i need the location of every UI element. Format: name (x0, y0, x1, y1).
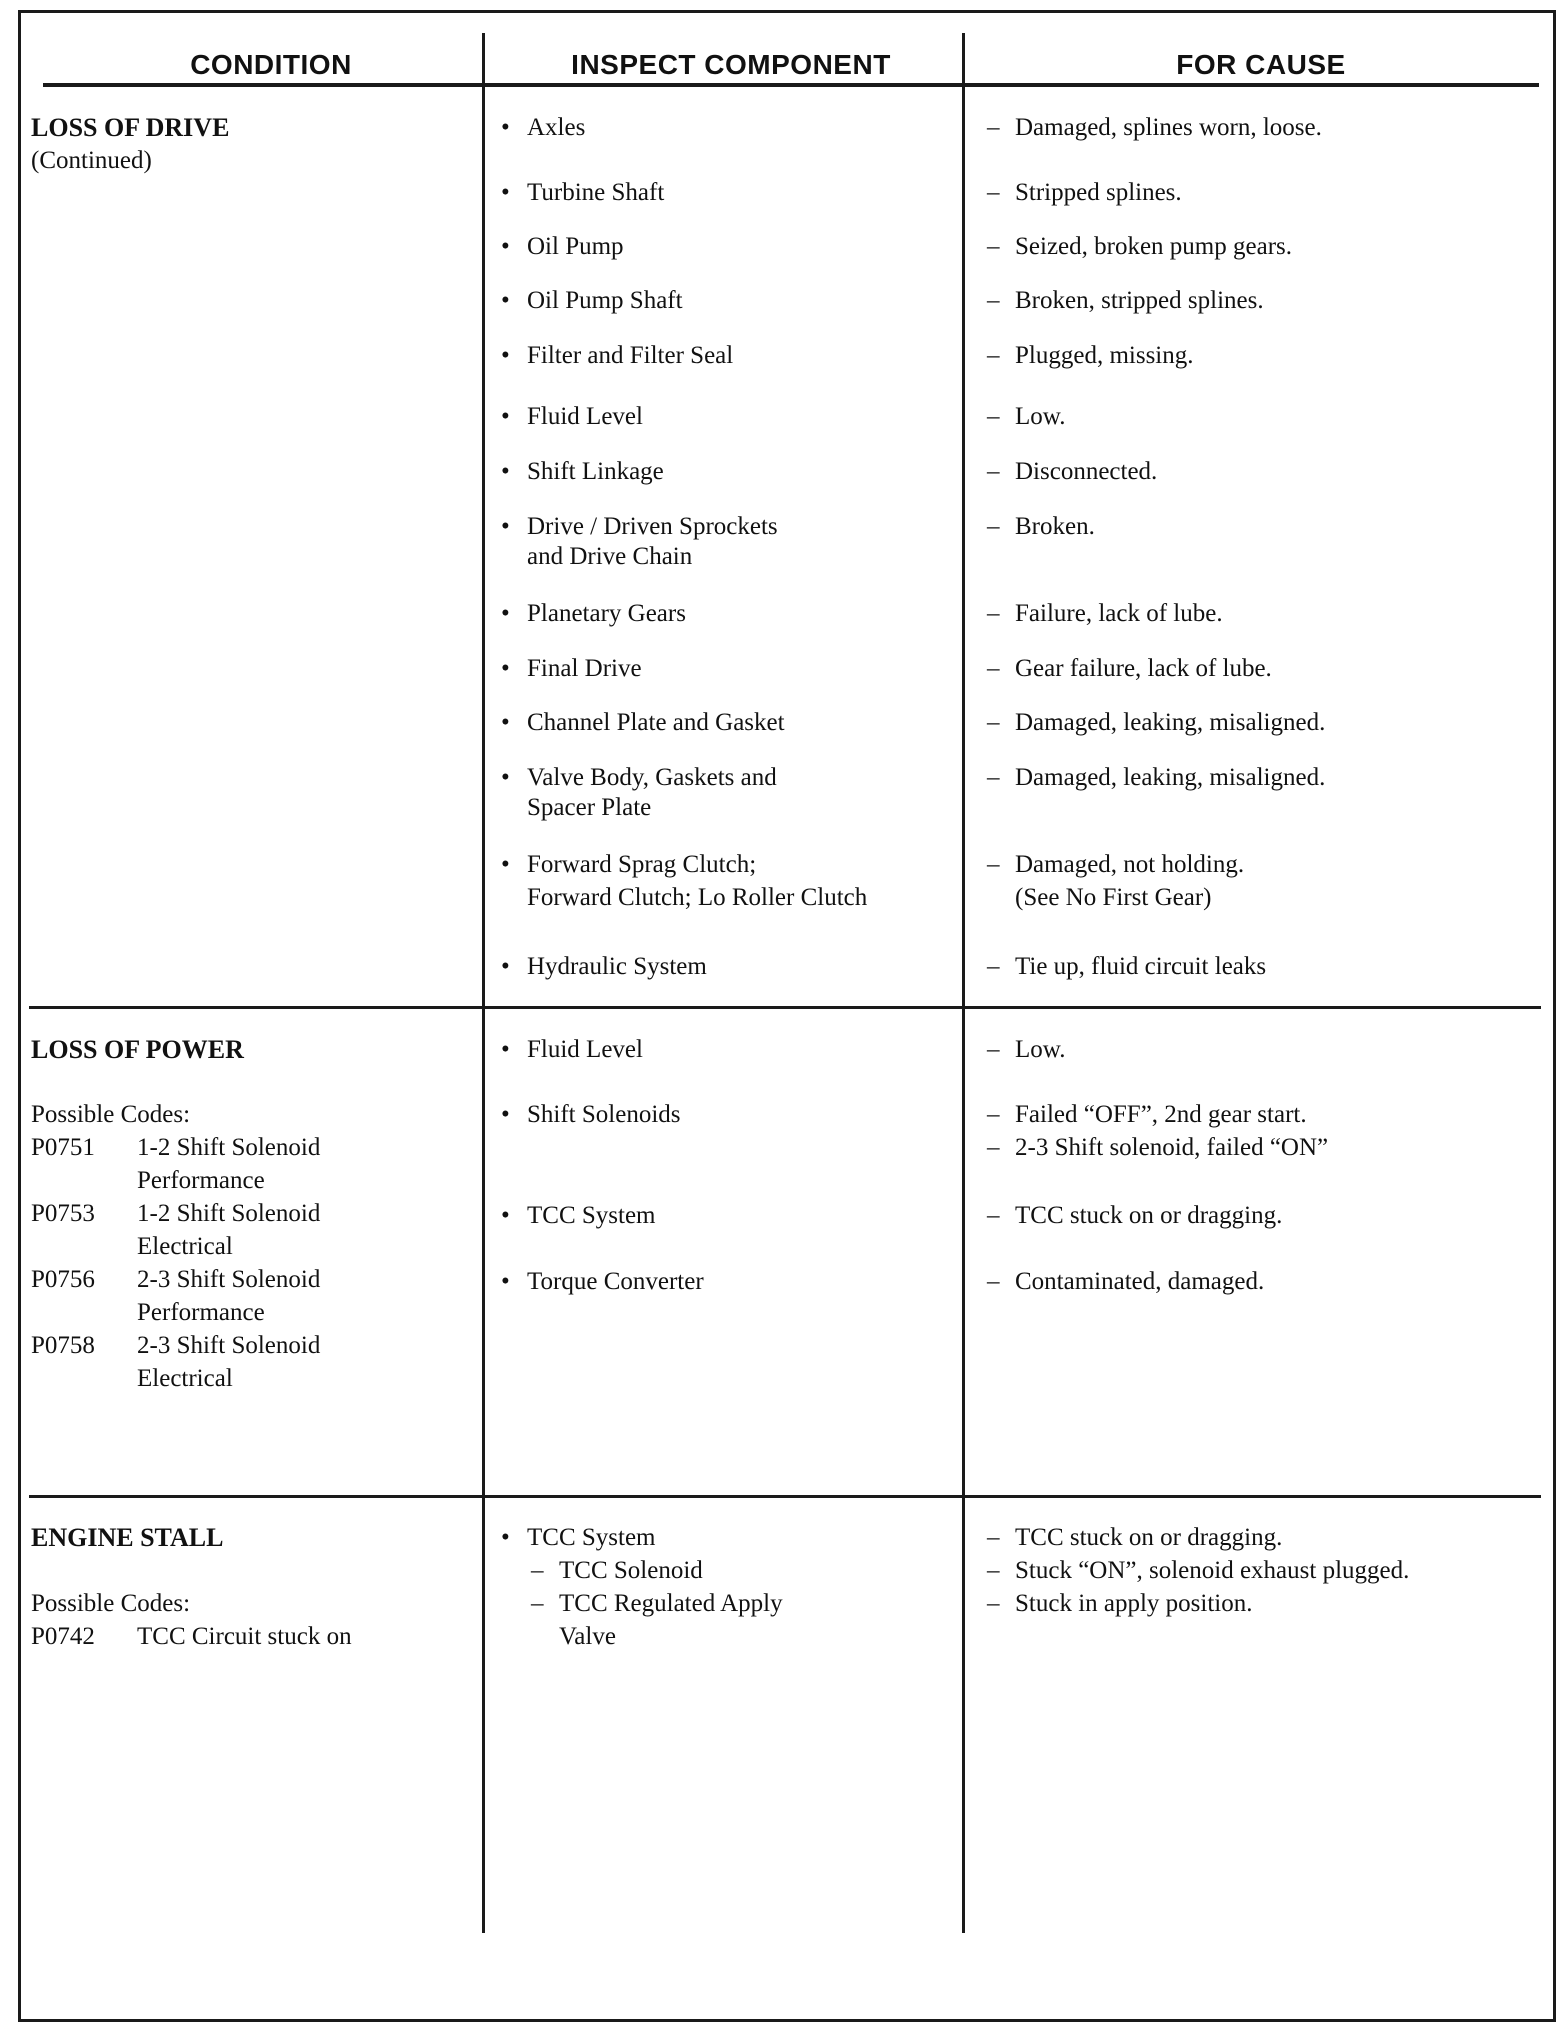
cause-tcc-system-power: – TCC stuck on or dragging. (987, 1199, 1282, 1232)
component-valve-body-cont: Spacer Plate (527, 794, 652, 821)
component-tcc-regulated-apply-cont: Valve (559, 1623, 616, 1650)
column-divider-left (482, 33, 485, 1933)
component-tcc-regulated-apply: – TCC Regulated Apply (499, 1587, 783, 1620)
component-torque-converter: • Torque Converter (499, 1265, 704, 1298)
code-p0753-cont: Electrical (137, 1233, 233, 1260)
component-filter-seal: • Filter and Filter Seal (499, 339, 733, 372)
component-shift-linkage: • Shift Linkage (499, 455, 664, 488)
component-turbine-shaft: • Turbine Shaft (499, 176, 664, 209)
code-p0758: P0758 2-3 Shift Solenoid (31, 1332, 321, 1359)
code-p0753: P0753 1-2 Shift Solenoid (31, 1200, 321, 1227)
component-axles: • Axles (499, 111, 585, 144)
section-divider-stall (29, 1495, 1541, 1498)
cause-fluid-level-power: – Low. (987, 1033, 1065, 1066)
condition-continued: (Continued) (31, 147, 152, 174)
cause-shift-linkage: – Disconnected. (987, 455, 1157, 488)
cause-final-drive: – Gear failure, lack of lube. (987, 652, 1272, 685)
header-inspect-component: INSPECT COMPONENT (571, 49, 891, 80)
component-shift-solenoids: • Shift Solenoids (499, 1098, 681, 1131)
component-hydraulic-system: • Hydraulic System (499, 950, 707, 983)
component-valve-body: • Valve Body, Gaskets and (499, 761, 777, 794)
cause-sprag-clutch-note: (See No First Gear) (1015, 884, 1212, 911)
cause-channel-plate: – Damaged, leaking, misaligned. (987, 706, 1325, 739)
cause-oil-pump: – Seized, broken pump gears. (987, 230, 1292, 263)
component-oil-pump: • Oil Pump (499, 230, 624, 263)
component-fluid-level: • Fluid Level (499, 400, 643, 433)
cause-tcc-stuck: – TCC stuck on or dragging. (987, 1521, 1282, 1554)
header-condition: CONDITION (190, 49, 352, 80)
component-tcc-system-power: • TCC System (499, 1199, 656, 1232)
component-sprockets: • Drive / Driven Sprockets (499, 510, 778, 543)
cause-shift-solenoids-1: – Failed “OFF”, 2nd gear start. (987, 1098, 1307, 1131)
cause-stuck-apply: – Stuck in apply position. (987, 1587, 1253, 1620)
component-sprag-clutch-cont: Forward Clutch; Lo Roller Clutch (527, 884, 868, 911)
cause-sprag-clutch: – Damaged, not holding. (987, 848, 1244, 881)
code-p0742: P0742 TCC Circuit stuck on (31, 1623, 352, 1650)
cause-planetary-gears: – Failure, lack of lube. (987, 597, 1223, 630)
code-p0756-cont: Performance (137, 1299, 265, 1326)
condition-engine-stall: ENGINE STALL (31, 1523, 224, 1552)
component-oil-pump-shaft: • Oil Pump Shaft (499, 284, 683, 317)
component-final-drive: • Final Drive (499, 652, 642, 685)
codes-label-power: Possible Codes: (31, 1101, 191, 1128)
code-p0758-cont: Electrical (137, 1365, 233, 1392)
component-planetary-gears: • Planetary Gears (499, 597, 686, 630)
code-p0751: P0751 1-2 Shift Solenoid (31, 1134, 321, 1161)
code-p0756: P0756 2-3 Shift Solenoid (31, 1266, 321, 1293)
cause-turbine-shaft: – Stripped splines. (987, 176, 1182, 209)
cause-oil-pump-shaft: – Broken, stripped splines. (987, 284, 1264, 317)
component-tcc-system-stall: • TCC System (499, 1521, 656, 1554)
component-fluid-level-power: • Fluid Level (499, 1033, 643, 1066)
cause-solenoid-stuck-on: – Stuck “ON”, solenoid exhaust plugged. (987, 1554, 1409, 1587)
header-for-cause: FOR CAUSE (1176, 49, 1346, 80)
cause-filter-seal: – Plugged, missing. (987, 339, 1194, 372)
section-divider-power (29, 1006, 1541, 1009)
code-p0751-cont: Performance (137, 1167, 265, 1194)
component-channel-plate: • Channel Plate and Gasket (499, 706, 785, 739)
header-rule (43, 83, 1539, 87)
cause-axles: – Damaged, splines worn, loose. (987, 111, 1322, 144)
cause-sprockets: – Broken. (987, 510, 1095, 543)
cause-fluid-level: – Low. (987, 400, 1065, 433)
condition-loss-of-drive: LOSS OF DRIVE (31, 113, 230, 142)
cause-valve-body: – Damaged, leaking, misaligned. (987, 761, 1325, 794)
cause-torque-converter: – Contaminated, damaged. (987, 1265, 1264, 1298)
component-sprockets-cont: and Drive Chain (527, 543, 693, 570)
component-tcc-solenoid: – TCC Solenoid (499, 1554, 703, 1587)
column-divider-right (962, 33, 965, 1933)
troubleshooting-table (18, 10, 1556, 2022)
cause-shift-solenoids-2: – 2-3 Shift solenoid, failed “ON” (987, 1131, 1328, 1164)
codes-label-stall: Possible Codes: (31, 1590, 191, 1617)
cause-hydraulic-system: – Tie up, fluid circuit leaks (987, 950, 1266, 983)
condition-loss-of-power: LOSS OF POWER (31, 1035, 244, 1064)
component-sprag-clutch: • Forward Sprag Clutch; (499, 848, 756, 881)
